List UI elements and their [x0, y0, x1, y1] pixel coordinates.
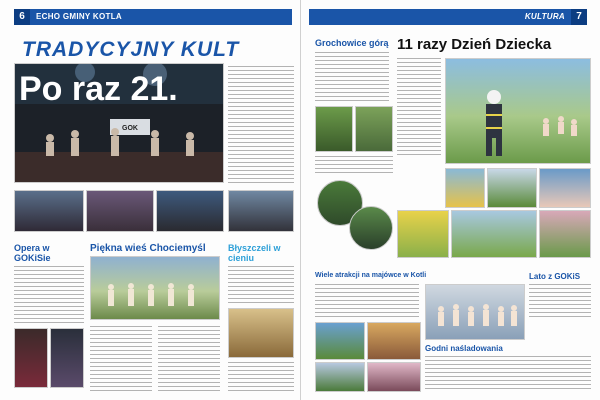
mushroom-headline: Grochowice górą: [315, 38, 389, 48]
picnic-headline: Wiele atrakcji na majówce w Kotli: [315, 272, 427, 279]
blyszczeli-headline: Błyszczeli w cieniu: [228, 243, 281, 263]
opera-article-text: [14, 266, 84, 324]
left-page-header: [14, 9, 292, 25]
village-photo: [90, 256, 220, 320]
mushroom-circle-photo-2: [349, 206, 393, 250]
summer-photo: [425, 284, 525, 340]
blyszczeli-photo: [228, 308, 294, 358]
firefighter-image: [446, 59, 591, 164]
village-group-image: [91, 257, 220, 320]
mushroom-photo-2: [355, 106, 393, 152]
right-section-title: KULTURA: [524, 12, 565, 21]
mushroom-article-text-2: [315, 156, 393, 176]
concert-photo-2: [14, 190, 84, 232]
children-day-photo-2: [445, 168, 485, 208]
summer-article-text: [529, 284, 591, 318]
svg-text:GOK: GOK: [122, 125, 138, 132]
children-day-headline: 11 razy Dzień Dziecka: [397, 36, 552, 53]
picnic-article-text: [315, 284, 419, 318]
right-page: [300, 0, 600, 400]
left-page-number: 6: [14, 9, 30, 25]
main-kicker: TRADYCYJNY KULT: [22, 38, 240, 61]
picnic-photo-3: [315, 362, 365, 392]
children-day-photo-4: [539, 168, 591, 208]
opera-photo-1: [14, 328, 48, 388]
opera-headline: Opera w GOKiSie: [14, 243, 51, 263]
main-concert-photo: [14, 63, 224, 183]
village-article-text-2: [158, 326, 220, 392]
main-article-text: [228, 66, 294, 184]
left-section-title: ECHO GMINY KOTLA: [36, 12, 122, 21]
right-page-number: 7: [571, 9, 587, 25]
opera-photo-2: [50, 328, 84, 388]
picnic-photo-4: [367, 362, 421, 392]
picnic-photo-2: [367, 322, 421, 360]
concert-photo-5: [228, 190, 294, 232]
children-day-text-1: [397, 58, 441, 158]
blyszczeli-article-text-2: [228, 362, 294, 392]
concert-photo-3: [86, 190, 154, 232]
children-day-photo-6: [451, 210, 537, 258]
right-page-header: [309, 9, 587, 25]
children-day-photo-5: [397, 210, 449, 258]
concert-photo-4: [156, 190, 224, 232]
picnic-photo-1: [315, 322, 365, 360]
children-day-photo-3: [487, 168, 537, 208]
children-day-photo-firefighter: [445, 58, 591, 164]
imitation-headline: Godni naśladowania: [425, 344, 503, 353]
main-headline: Po raz 21.: [19, 70, 178, 108]
mushroom-photo-1: [315, 106, 353, 152]
group-photo-image: [426, 285, 525, 340]
mushroom-article-text: [315, 52, 389, 102]
blyszczeli-article-text: [228, 266, 294, 304]
imitation-article-text: [425, 356, 591, 392]
village-headline: Piękna wieś Chociemyśl: [90, 243, 206, 254]
summer-headline: Lato z GOKiS: [529, 272, 581, 281]
village-article-text-1: [90, 326, 152, 392]
children-day-photo-7: [539, 210, 591, 258]
